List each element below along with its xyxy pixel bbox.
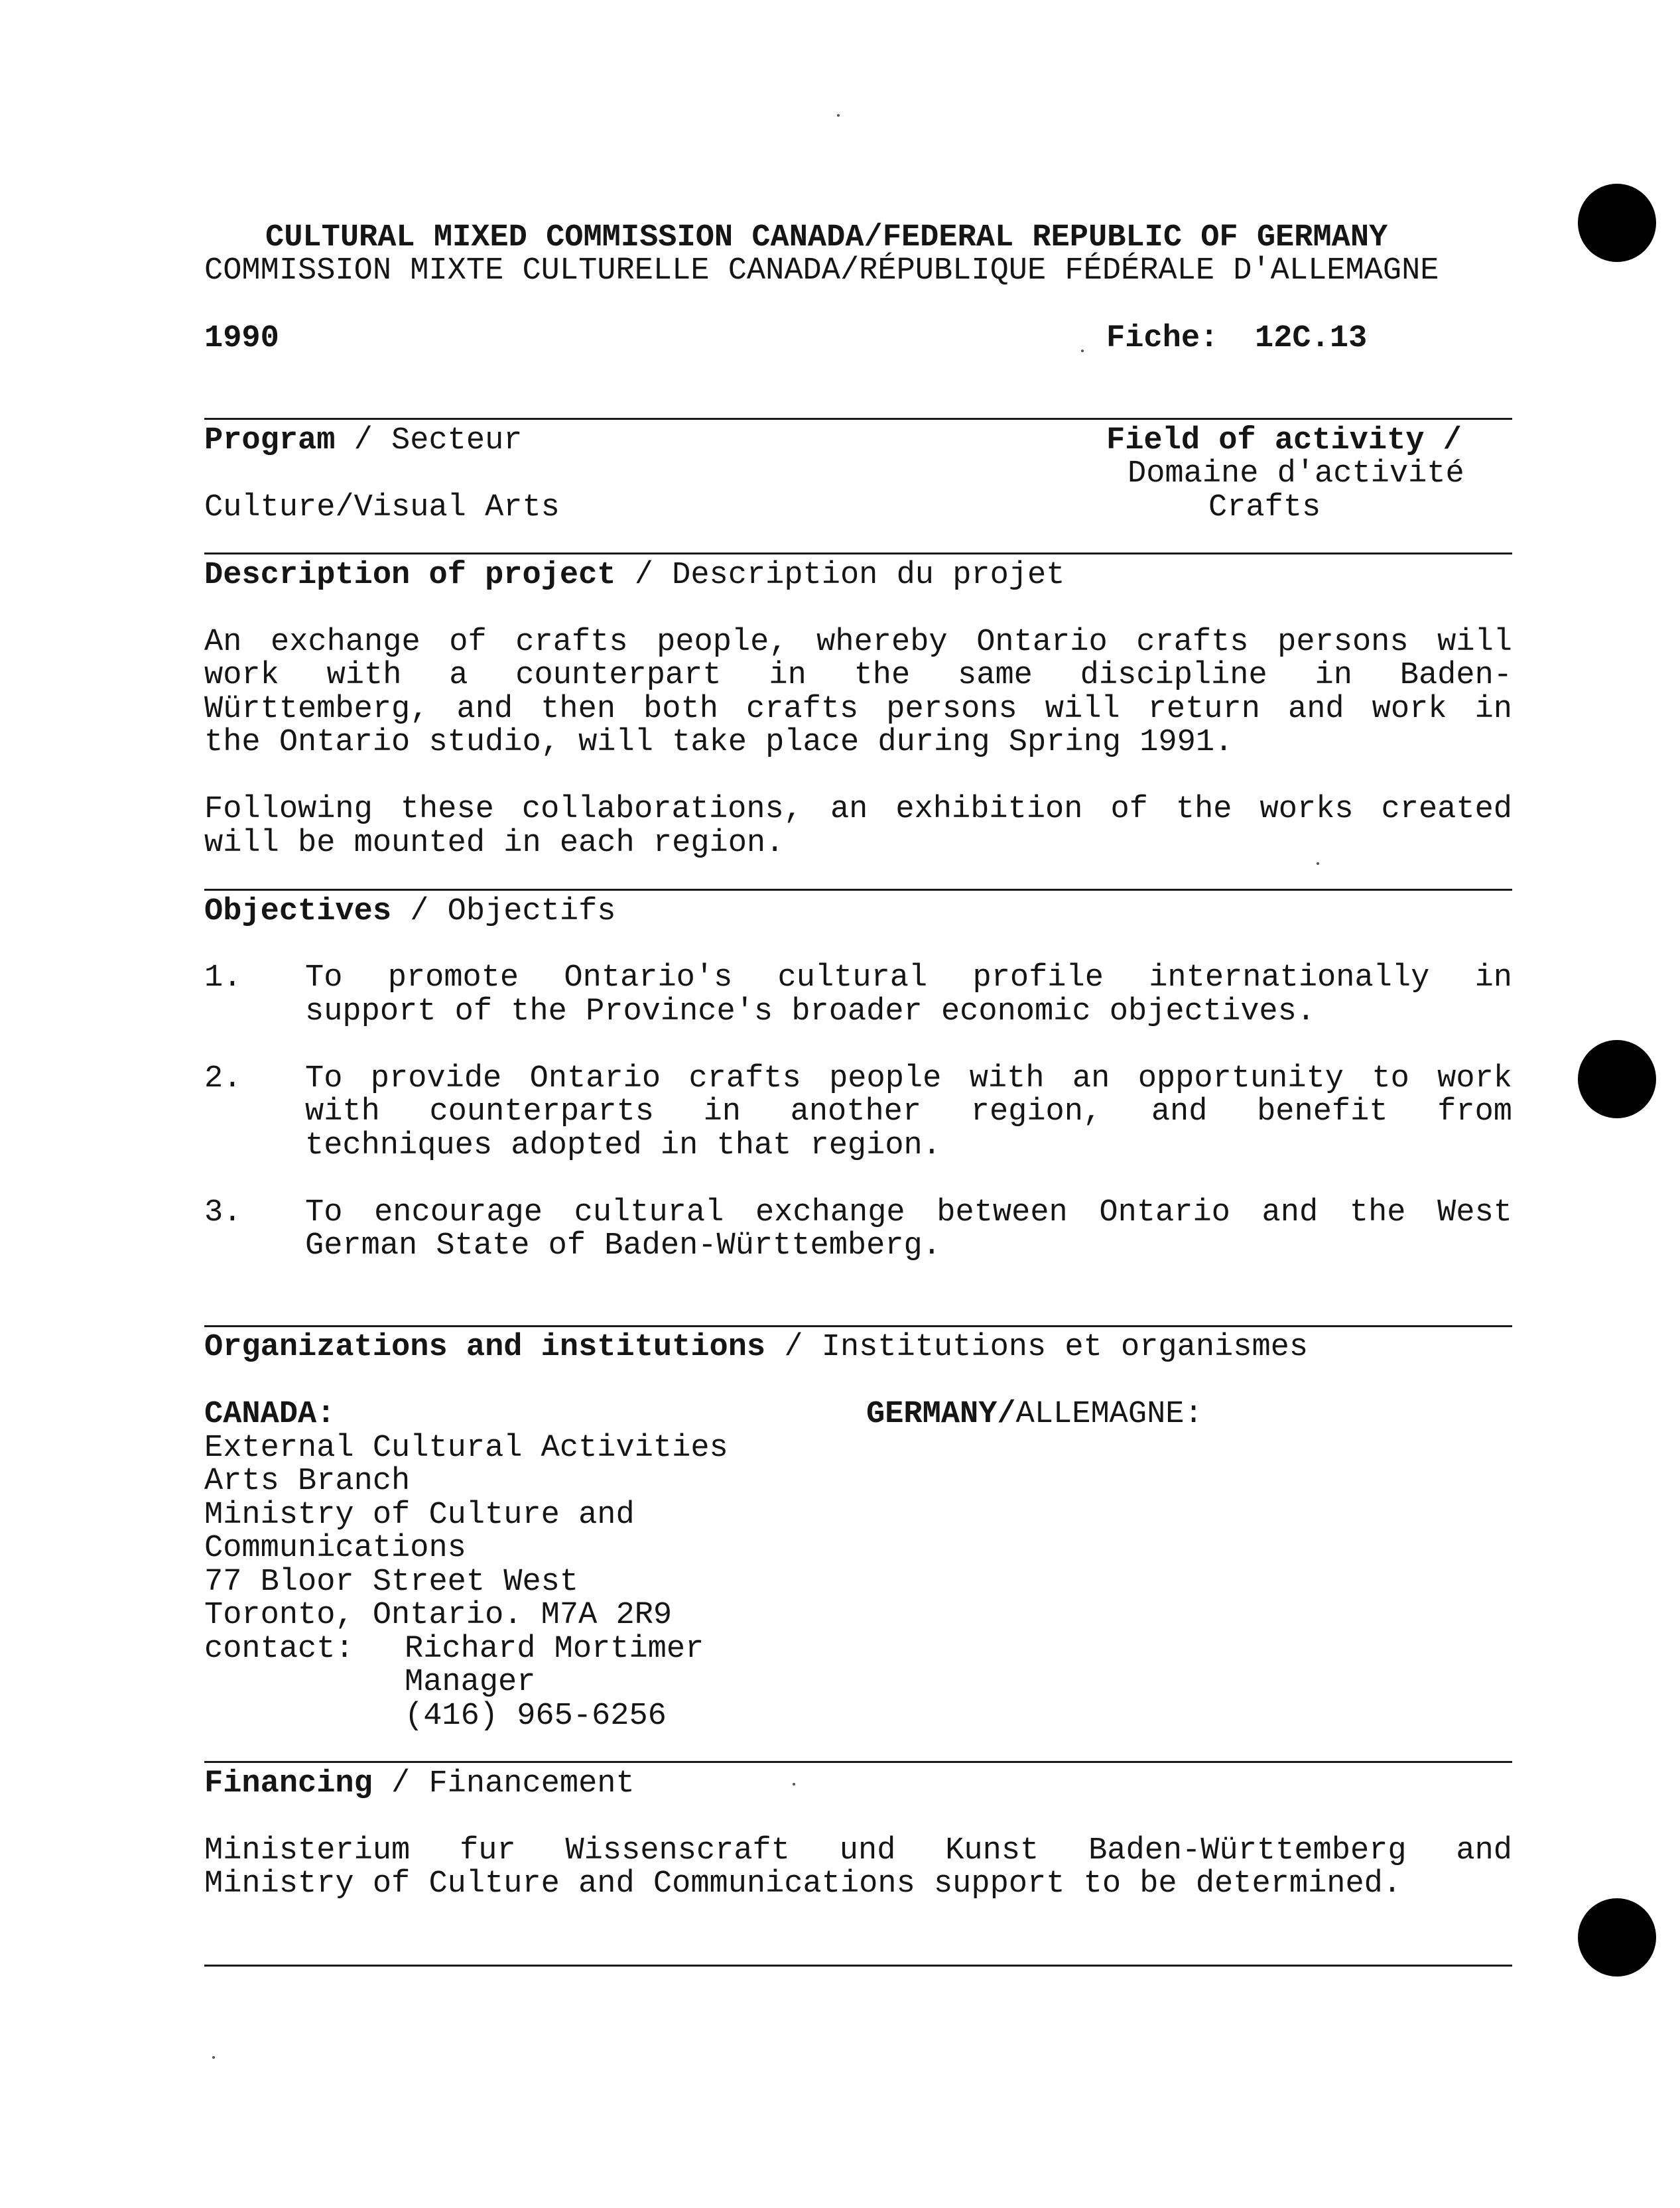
- divider: [204, 552, 1512, 554]
- canada-address-line: Toronto, Ontario. M7A 2R9: [204, 1598, 673, 1633]
- fiche-number: 12C.13: [1255, 321, 1368, 356]
- description-line: work with a counterpart in the same discipline in Baden-: [204, 658, 1512, 693]
- objective-line: German State of Baden-Württemberg.: [305, 1228, 941, 1264]
- canada-address-line: Communications: [204, 1531, 466, 1566]
- germany-label-bold: GERMANY/: [866, 1397, 1016, 1432]
- financing-label: Financing: [204, 1766, 373, 1801]
- objectives-heading: [204, 895, 616, 929]
- punch-hole-top: [1578, 184, 1656, 262]
- germany-label-fr: ALLEMAGNE:: [1015, 1397, 1203, 1432]
- field-heading: Field of activity /: [1106, 423, 1462, 458]
- program-label: Program: [204, 423, 336, 458]
- contact-label: contact:: [204, 1632, 354, 1667]
- divider: [204, 1325, 1512, 1327]
- divider: [204, 418, 1512, 420]
- canada-label: CANADA:: [204, 1397, 336, 1432]
- objective-number: 2.: [204, 1061, 242, 1096]
- divider: [204, 889, 1512, 891]
- objective-line: To promote Ontario's cultural profile internationally in: [305, 960, 1512, 996]
- punch-hole-bottom: [1578, 1898, 1656, 1977]
- description-line: An exchange of crafts people, whereby Ontario crafts persons will: [204, 625, 1512, 660]
- germany-label: [866, 1397, 1203, 1431]
- financing-label-fr: / Financement: [372, 1766, 635, 1801]
- scan-speck: [793, 1783, 795, 1786]
- title-english: CULTURAL MIXED COMMISSION CANADA/FEDERAL REPUBLIC OF GERMANY: [265, 220, 1388, 255]
- field-value: Crafts: [1208, 490, 1321, 525]
- objective-line: with counterparts in another region, and benefit from: [305, 1094, 1512, 1130]
- description-line: Württemberg, and then both crafts persons will return and work in: [204, 692, 1512, 727]
- scan-speck: [212, 2056, 215, 2059]
- contact-line: Manager: [405, 1665, 536, 1700]
- description-label-fr: / Description du projet: [615, 558, 1065, 593]
- scan-speck: [837, 114, 840, 117]
- organizations-label: Organizations and institutions: [204, 1330, 766, 1365]
- field-heading-fr: Domaine d'activité: [1128, 456, 1464, 491]
- organizations-heading: [204, 1331, 1308, 1364]
- objective-number: 3.: [204, 1195, 242, 1230]
- objective-number: 1.: [204, 960, 242, 996]
- objective-line: support of the Province's broader economic objectives.: [305, 994, 1316, 1029]
- organizations-label-fr: / Institutions et organismes: [765, 1330, 1309, 1365]
- contact-line: Richard Mortimer: [405, 1632, 704, 1667]
- financing-line: Ministerium fur Wissenscraft und Kunst Baden-Württemberg and: [204, 1833, 1512, 1868]
- divider: [204, 1761, 1512, 1763]
- canada-address-line: External Cultural Activities: [204, 1431, 728, 1466]
- financing-heading: [204, 1767, 635, 1801]
- objective-line: techniques adopted in that region.: [305, 1128, 941, 1163]
- objective-line: To encourage cultural exchange between Ontario and the West: [305, 1195, 1512, 1230]
- program-heading: [204, 424, 522, 458]
- description-heading: [204, 558, 1065, 592]
- scan-speck: [1317, 862, 1319, 865]
- fiche-label: Fiche:: [1106, 321, 1219, 356]
- divider: [204, 1965, 1512, 1967]
- punch-hole-middle: [1578, 1040, 1656, 1118]
- canada-address-line: 77 Bloor Street West: [204, 1565, 579, 1600]
- contact-line: (416) 965-6256: [405, 1699, 667, 1734]
- scan-speck: [1081, 350, 1084, 352]
- objective-line: To provide Ontario crafts people with an opportunity to work: [305, 1061, 1512, 1096]
- canada-address-line: Arts Branch: [204, 1464, 411, 1499]
- financing-line: Ministry of Culture and Communications support to be determined.: [204, 1866, 1402, 1902]
- objectives-label: Objectives: [204, 894, 392, 929]
- year: 1990: [204, 321, 279, 356]
- program-value: Culture/Visual Arts: [204, 490, 560, 525]
- description-line: will be mounted in each region.: [204, 826, 785, 861]
- description-line: the Ontario studio, will take place during Spring 1991.: [204, 725, 1234, 760]
- canada-address-line: Ministry of Culture and: [204, 1498, 635, 1533]
- description-line: Following these collaborations, an exhibition of the works created: [204, 792, 1512, 827]
- title-french: COMMISSION MIXTE CULTURELLE CANADA/RÉPUBLIQUE FÉDÉRALE D'ALLEMAGNE: [204, 253, 1439, 289]
- objectives-label-fr: / Objectifs: [391, 894, 616, 929]
- description-label: Description of project: [204, 558, 616, 593]
- program-label-fr: / Secteur: [335, 423, 523, 458]
